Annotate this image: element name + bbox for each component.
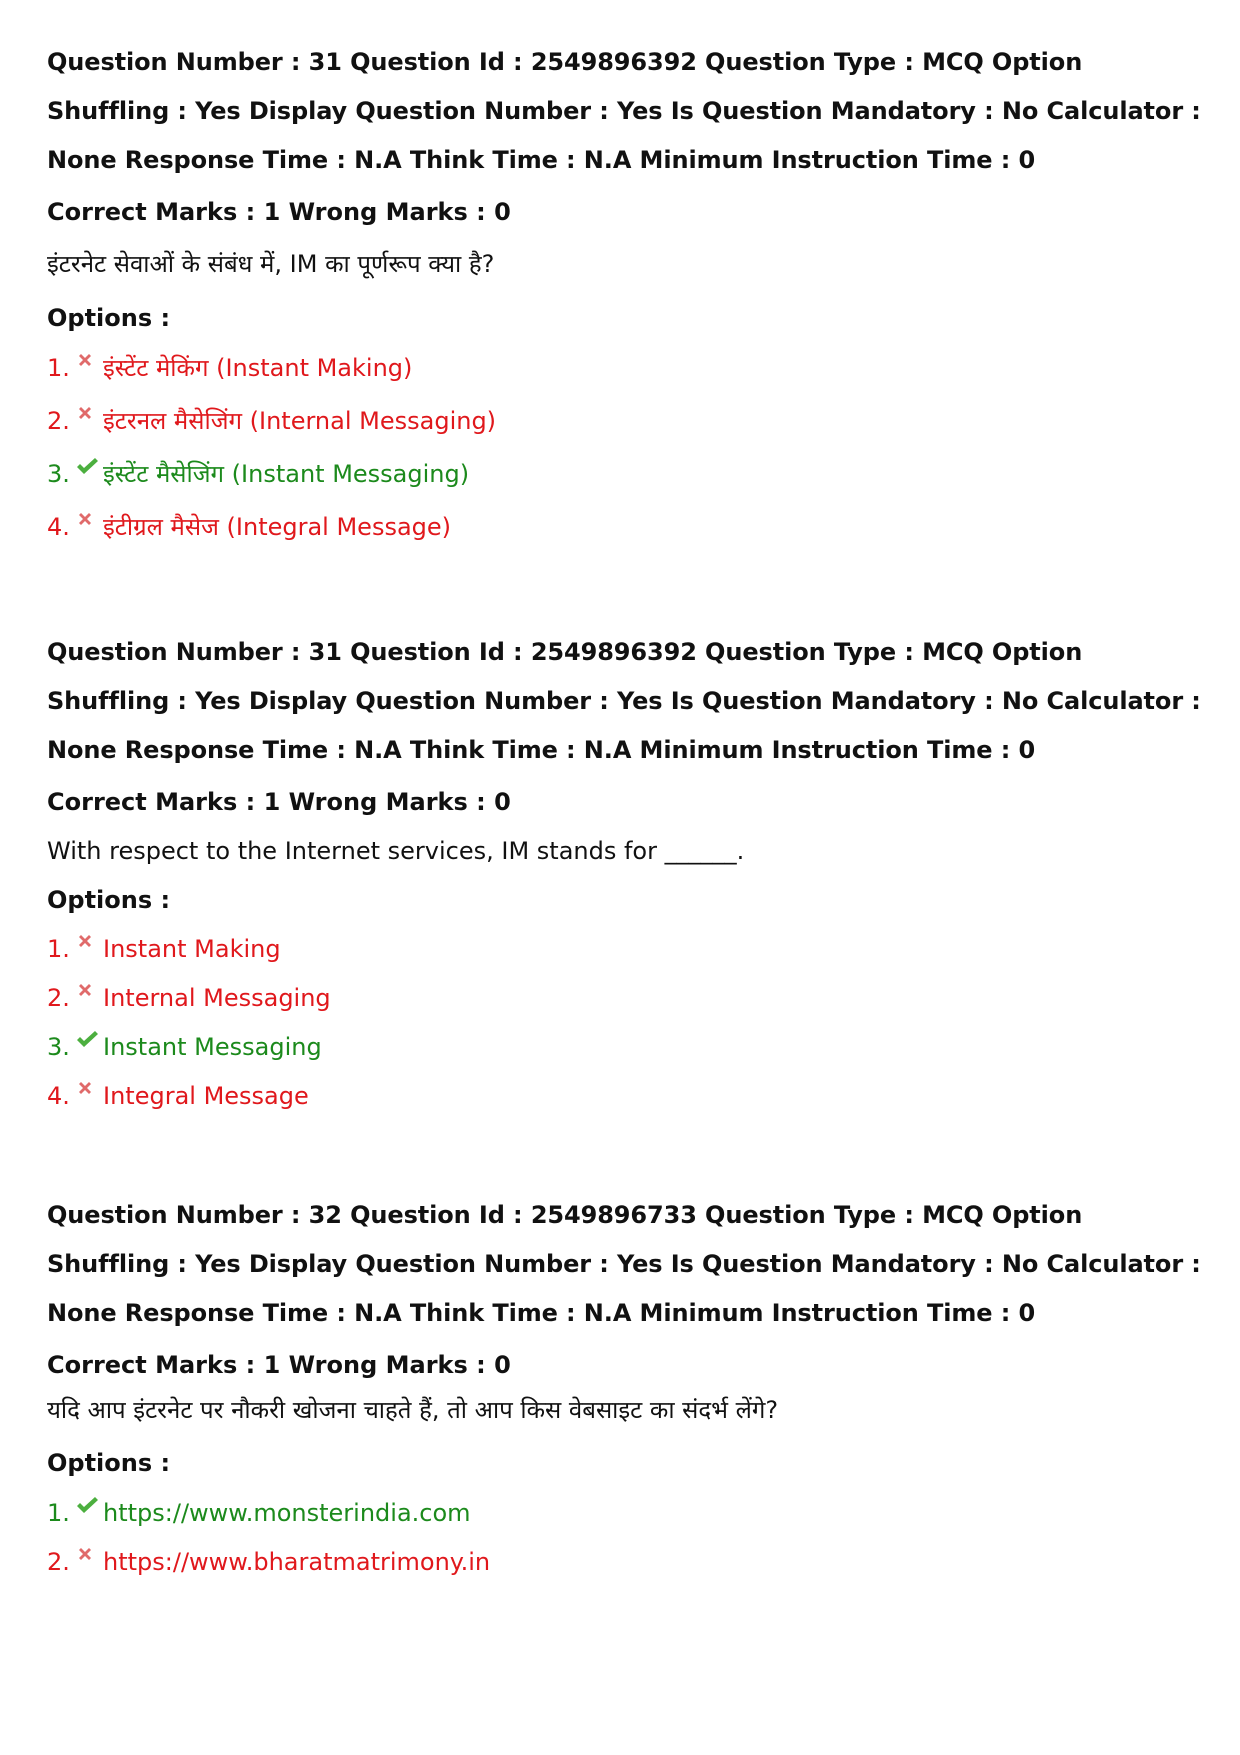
option-item [47,934,1207,964]
option-label: https://www.bharatmatrimony.in [103,1548,491,1576]
question-text: With respect to the Internet services, IM stands for ______. [47,837,745,865]
option-label: Instant Messaging [103,1033,322,1061]
option-number: 3. [47,460,70,488]
cross-icon [75,931,103,955]
question-meta: Question Number : 31 Question Id : 2549896392 Question Type : MCQ Option Shuffling : Yes Display Question Number : Yes Is Question Mandatory : No Calculator : None Response Time : N.A Think Time : N.A Minimum Instruction Time : 0 [47,638,1201,764]
question-marks: Correct Marks : 1 Wrong Marks : 0 [47,198,511,226]
question-block [47,628,1207,1111]
option-number: 3. [47,1033,70,1061]
option-number: 1. [47,354,70,382]
option-item [47,1032,1207,1062]
option-number: 2. [47,1548,70,1576]
check-icon [75,1495,103,1519]
question-meta: Question Number : 32 Question Id : 2549896733 Question Type : MCQ Option Shuffling : Yes Display Question Number : Yes Is Question Mandatory : No Calculator : None Response Time : N.A Think Time : N.A Minimum Instruction Time : 0 [47,1201,1201,1327]
question-block [47,1191,1207,1577]
option-item [47,1081,1207,1111]
options-list [47,1498,1207,1577]
question-text: इंटरनेट सेवाओं के संबंध में, IM का पूर्णरूप क्या है? [47,250,495,278]
options-list [47,353,1207,542]
option-label: Internal Messaging [103,984,331,1012]
question-meta: Question Number : 31 Question Id : 2549896392 Question Type : MCQ Option Shuffling : Yes Display Question Number : Yes Is Question Mandatory : No Calculator : None Response Time : N.A Think Time : N.A Minimum Instruction Time : 0 [47,48,1201,174]
option-label: Instant Making [103,935,281,963]
cross-icon [75,403,103,427]
option-label: https://www.monsterindia.com [103,1499,471,1527]
option-label: इंटीग्रल मैसेज (Integral Message) [103,513,452,541]
option-item [47,1498,1207,1528]
option-item [47,459,1207,489]
question-spacer [47,1111,1207,1191]
question-text: यदि आप इंटरनेट पर नौकरी खोजना चाहते हैं, तो आप किस वेबसाइट का संदर्भ लेंगे? [47,1396,779,1424]
option-number: 2. [47,407,70,435]
option-label: इंस्टेंट मेकिंग (Instant Making) [103,354,413,382]
option-item [47,983,1207,1013]
question-block [47,38,1207,542]
cross-icon [75,1078,103,1102]
option-item [47,406,1207,436]
cross-icon [75,509,103,533]
options-list [47,934,1207,1111]
question-spacer [47,542,1207,628]
check-icon [75,456,103,480]
option-label: इंटरनल मैसेजिंग (Internal Messaging) [103,407,497,435]
option-item [47,1547,1207,1577]
options-label: Options : [47,1449,171,1477]
option-number: 1. [47,935,70,963]
option-number: 4. [47,1082,70,1110]
question-marks: Correct Marks : 1 Wrong Marks : 0 [47,1351,511,1379]
option-number: 2. [47,984,70,1012]
option-number: 4. [47,513,70,541]
option-label: Integral Message [103,1082,309,1110]
options-label: Options : [47,886,171,914]
document-page [47,38,1207,1577]
option-number: 1. [47,1499,70,1527]
check-icon [75,1029,103,1053]
cross-icon [75,350,103,374]
option-item [47,512,1207,542]
option-item [47,353,1207,383]
option-label: इंस्टेंट मैसेजिंग (Instant Messaging) [103,460,470,488]
question-marks: Correct Marks : 1 Wrong Marks : 0 [47,788,511,816]
cross-icon [75,1544,103,1568]
options-label: Options : [47,304,171,332]
cross-icon [75,980,103,1004]
